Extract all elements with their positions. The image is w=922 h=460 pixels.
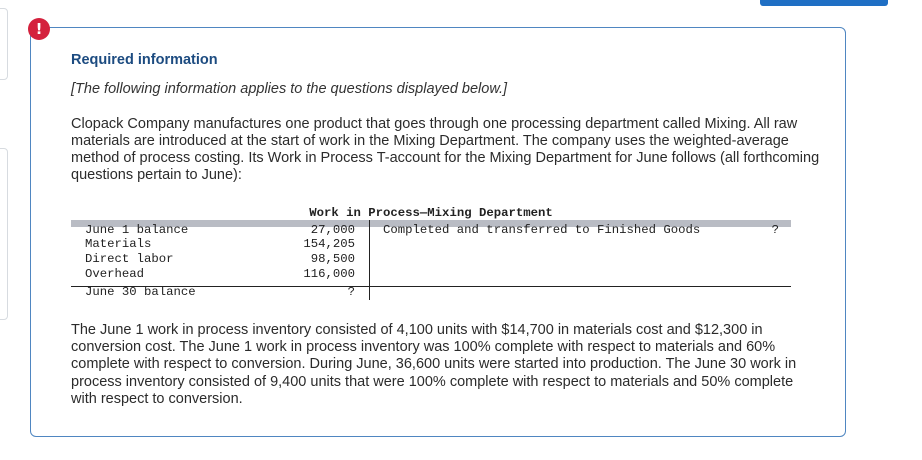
debit-label: Overhead xyxy=(85,267,145,281)
debit-amount: 154,205 xyxy=(303,237,355,251)
debit-amount: 98,500 xyxy=(310,252,355,266)
t-account-row xyxy=(71,223,791,238)
t-account-row xyxy=(71,267,791,282)
left-panel-edge-middle xyxy=(0,148,8,320)
applies-note: [The following information applies to the questions displayed below.] xyxy=(71,81,508,97)
t-account-row xyxy=(71,285,791,300)
debit-amount: 116,000 xyxy=(303,267,355,281)
debit-label: June 1 balance xyxy=(85,223,189,237)
debit-label: Materials xyxy=(85,237,152,251)
section-title: Required information xyxy=(71,52,218,68)
t-account-row xyxy=(71,237,791,252)
alert-icon: ! xyxy=(28,18,50,40)
credit-label: Completed and transferred to Finished Goods xyxy=(383,223,701,237)
problem-intro-text: Clopack Company manufactures one product that goes through one processing department called Mixing. All raw materials are introduced at the start of work in the Mixing Department. The company uses the weighted-average method of process costing. Its Work in Process T-account for the Mixing Department for June follows (all forthcoming questions pertain to June): xyxy=(71,116,820,183)
t-account-title: Work in Process—Mixing Department xyxy=(309,206,553,220)
problem-details-text: The June 1 work in process inventory consisted of 4,100 units with $14,700 in materials cost and $12,300 in conversion cost. The June 1 work in process inventory was 100% complete with respect to materials and 60% complete with respect to conversion. During June, 36,600 units were started into production. The June 30 work in process inventory consisted of 9,400 units that were 100% complete with respect to materials and 50% complete with respect to conversion. xyxy=(71,322,797,407)
t-account xyxy=(71,206,791,302)
top-nav-tab[interactable] xyxy=(760,0,888,6)
credit-amount: ? xyxy=(771,223,779,237)
ending-balance-label: June 30 balance xyxy=(85,285,196,299)
left-panel-edge-top xyxy=(0,8,8,80)
t-account-row xyxy=(71,252,791,267)
ending-balance-amount: ? xyxy=(347,285,355,299)
debit-label: Direct labor xyxy=(85,252,174,266)
debit-amount: 27,000 xyxy=(310,223,355,237)
